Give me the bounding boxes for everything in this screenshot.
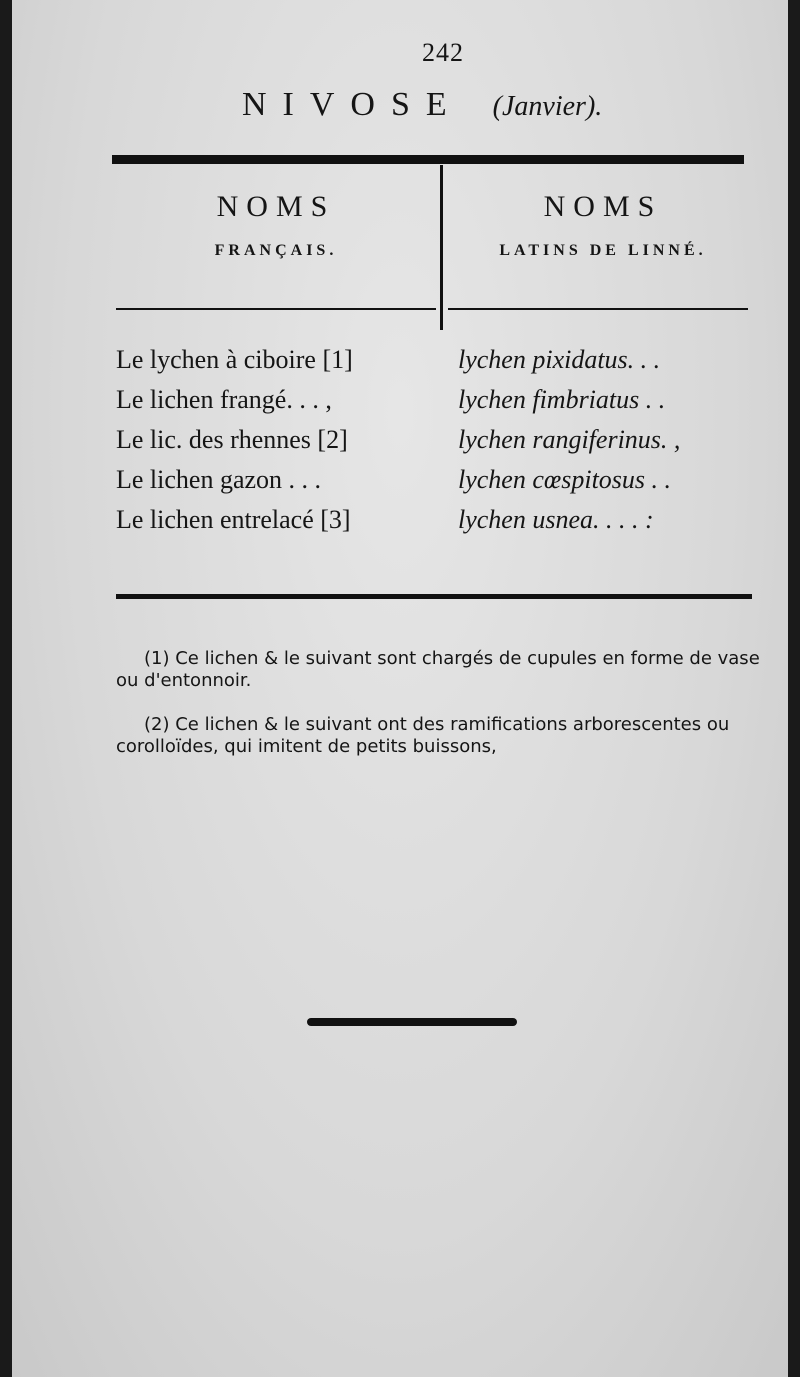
latin-name: lychen fimbriatus . . (458, 385, 666, 414)
ornamental-rule (307, 1018, 517, 1026)
footnote-2: (2) Ce lichen & le suivant ont des ramifications arborescentes ou corolloïdes, qui imitent de petits buissons, (116, 714, 730, 757)
table-row (116, 380, 766, 420)
latin-name: lychen usnea. . . . : (458, 505, 654, 534)
header-left (116, 190, 436, 260)
latin-name: lychen cœspitosus . . (458, 465, 672, 494)
header-left-line1: NOMS (216, 190, 336, 223)
french-name: Le lychen à ciboire [1] (116, 345, 353, 374)
latin-name: lychen pixidatus. . . (458, 345, 661, 374)
french-name: Le lichen entrelacé [3] (116, 505, 351, 534)
french-name: Le lichen gazon . . . (116, 465, 322, 494)
header-right-line2: LATINS DE LINNÉ. (499, 242, 707, 259)
french-name: Le lic. des rhennes [2] (116, 425, 348, 454)
header-right-line1: NOMS (543, 190, 663, 223)
table-row (116, 460, 766, 500)
page-number: 242 (422, 38, 464, 67)
french-name: Le lichen frangé. . . , (116, 385, 332, 414)
header-rule-right (448, 308, 748, 310)
footnote-1: (1) Ce lichen & le suivant sont chargés de cupules en forme de vase ou d'entonnoir. (116, 648, 760, 691)
running-head-title: NIVOSE (242, 86, 463, 123)
header-left-line2: FRANÇAIS. (214, 242, 338, 259)
table-bottom-rule (116, 594, 752, 599)
table-row (116, 500, 766, 540)
footnotes (116, 648, 776, 780)
column-divider (440, 165, 443, 330)
book-page (12, 0, 788, 1377)
latin-name: lychen rangiferinus. , (458, 425, 681, 454)
running-head-month: (Janvier). (492, 91, 603, 122)
top-heavy-rule (112, 155, 744, 164)
species-table (116, 340, 766, 540)
table-row (116, 420, 766, 460)
header-right (448, 190, 758, 260)
running-head (242, 86, 602, 124)
header-rule-left (116, 308, 436, 310)
table-row (116, 340, 766, 380)
